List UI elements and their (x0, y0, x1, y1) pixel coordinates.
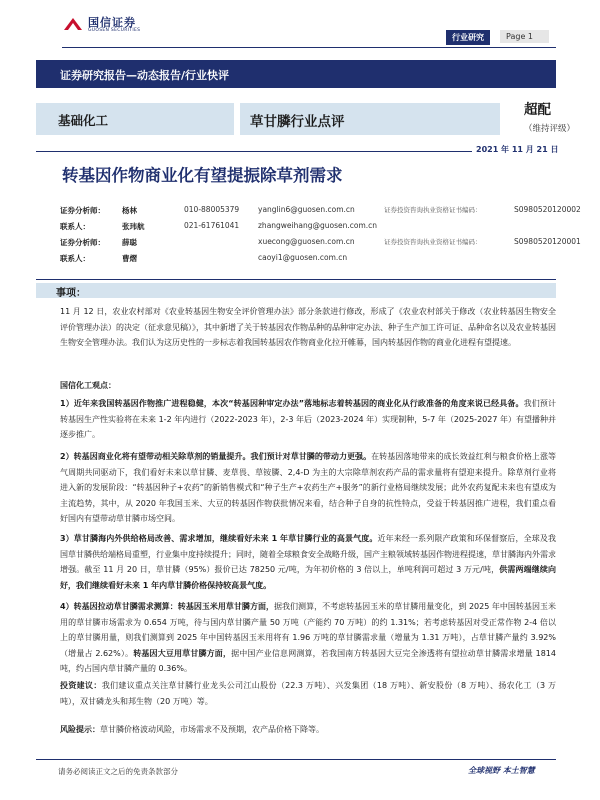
report-title: 转基因作物商业化有望提振除草剂需求 (62, 166, 343, 185)
point-4 (60, 599, 556, 677)
analyst-name: 薛聪 (122, 238, 137, 247)
event-paragraph: 11 月 12 日，农业农村部对《农业转基因生物安全评价管理办法》部分条款进行修改，形成了《农业农村部关于修改（农业转基因生物安全评价管理办法）的决定（征求意见稿）》，其中新增了关于转基因农作物品种的品种审定办法、种子生产加工许可证、品种命名以及农业转基因生物安全管理办法。我们认为这历史性的一步标志着我国转基因农作物商业化拉开帷幕，国内转基因作物的商业化进程有望提速。 (60, 307, 556, 347)
point-3-lead: 3）草甘膦海内外供给格局改善、需求增加，继续看好未来 1 年草甘膦行业的高景气度。 (60, 534, 378, 543)
footer-slogan: 全球视野 本土智慧 (468, 766, 535, 775)
point-3-text: 近年来经一系列限产政策和环保督察后，全球及我国草甘膦供给端格局重塑，行业集中度持续提升；同时，随着全球粮食安全战略升级，国产主粮领域转基因作物进程提速，草甘膦海内外需求增强。截至 11 月 20 日，草甘膦（95%）报价已达 78250 元/吨，为年初价格的 3 倍以上，单吨利润可超过 3 万元/吨， (60, 534, 556, 574)
report-type-band (36, 60, 556, 88)
logo-text: 国信证券 (88, 16, 136, 29)
analyst-phone: 021-61761041 (184, 221, 240, 230)
analyst-phone: 010-88005379 (184, 205, 240, 214)
analyst-cert-label: 证券投资咨询执业资格证书编码： (384, 238, 482, 246)
header-divider (62, 47, 556, 48)
investment-label: 投资建议： (60, 681, 102, 690)
point-4-text-2: 据中国产业信息网测算，若我国南方转基因大豆完全渗透将有望拉动草甘膦需求增量 1814 吨，约占国内草甘膦产量的 0.36%。 (60, 648, 556, 673)
point-1 (60, 396, 556, 443)
point-2 (60, 449, 556, 527)
report-date: 2021 年 11 月 21 日 (472, 144, 562, 155)
analyst-name: 曹熠 (122, 254, 137, 263)
investment-advice (60, 678, 556, 709)
subject-label: 草甘膦行业点评 (250, 114, 345, 130)
point-4-text: 据我们测算，不考虑转基因玉米的草甘膦用量变化，到 2025 年中国转基因玉米用的草甘膦市场需求为 0.654 万吨，待与国内草甘膦产量 50 万吨（产能约 70 万吨）的约 1.31%；若考虑转基因对受正常作物 2-4 倍以上的草甘膦用量，则我们测算到 2025 年中国转基因玉米用将有 1.96 万吨的草甘膦需求量（增量为 1.31 万吨），占草甘膦产量约 3.92%（增量占 2.62%）。 (60, 602, 556, 658)
risk-label: 风险提示： (60, 725, 100, 734)
rating: 超配 (524, 102, 551, 118)
analyst-role: 联系人： (60, 254, 90, 263)
events-label: 事项： (56, 288, 86, 299)
investment-text: 我们建议重点关注草甘膦行业龙头公司江山股份（22.3 万吨）、兴发集团（18 万吨）、新安股份（8 万吨）、扬农化工（3 万吨），双甘磷龙头和邦生物（20 万吨）等。 (60, 681, 557, 706)
point-2-text: 在转基因落地带来的成长效益红利与粮食价格上涨等气周期共同驱动下，我们看好未来以草甘膦、麦草畏、草铵膦、2,4-D 为主的大宗除草剂农药产品的需求量将有望迎来提升。除草剂行业将进入新的发展阶段：“转基因种子+农药”的新销售模式和“种子生产+农药生产+服务”的新行业格局继续发展；此外农药复配未来也有望成为主流趋势，其中，从 2020 年我国玉米、大豆的转基因作物获批情况来看，结合种子自身的抗性特点，受益于转基因推广进程，我们重点看好国内有望带动草甘膦市场空间。 (60, 452, 557, 523)
point-4-lead-2: 转基因大豆用草甘膦方面， (133, 648, 232, 658)
analyst-role: 联系人： (60, 222, 90, 231)
point-2-lead: 2）转基因商业化将有望带动相关除草剂的销量提升。我们预计对草甘膦的带动力更强。 (60, 452, 372, 461)
footer-disclaimer: 请务必阅读正文之后的免责条款部分 (58, 767, 178, 776)
view-heading: 国信化工观点： (60, 381, 116, 390)
analyst-role: 证券分析师： (60, 238, 105, 247)
analyst-cert-no: S0980520120002 (514, 205, 581, 214)
risk-warning (60, 722, 556, 738)
analyst-email[interactable]: caoyi1@guosen.com.cn (258, 253, 348, 262)
point-1-lead: 1）近年来我国转基因作物推广进程稳健，本次“转基因种审定办法”落地标志着转基因的商业化从行政准备的角度来说已经具备。 (60, 399, 524, 408)
footer-divider (36, 759, 556, 760)
analyst-name: 张玮航 (122, 222, 145, 231)
analyst-email[interactable]: zhangweihang@guosen.com.cn (258, 221, 378, 230)
events-divider (36, 279, 556, 280)
analyst-role: 证券分析师： (60, 206, 105, 215)
logo-subtext: GUOSEN SECURITIES (88, 28, 141, 33)
guosen-logo-icon (62, 16, 84, 32)
sector-label: 基础化工 (58, 113, 109, 128)
analyst-email[interactable]: xuecong@guosen.com.cn (258, 237, 355, 246)
analyst-cert-label: 证券投资咨询执业资格证书编码： (384, 206, 482, 214)
analyst-email[interactable]: yanglin6@guosen.com.cn (258, 205, 355, 214)
point-4-lead: 4）转基因拉动草甘膦需求测算：转基因玉米用草甘膦方面， (60, 602, 274, 611)
risk-text: 草甘膦价格波动风险，市场需求不及预期，农产品价格下降等。 (100, 725, 324, 734)
events-band (36, 283, 556, 298)
point-3 (60, 531, 556, 593)
report-type: 证券研究报告—动态报告/行业快评 (60, 69, 230, 82)
header-tag: 行业研究 (446, 30, 490, 45)
analyst-cert-no: S0980520120001 (514, 237, 581, 246)
point-3-conclusion: 供需两端继续向好，我们继续看好未来 1 年内草甘膦价格保持较高景气度。 (60, 565, 557, 590)
analyst-name: 杨林 (122, 206, 137, 215)
page-number: Page 1 (500, 30, 549, 43)
rating-note: （维持评级） (524, 124, 576, 134)
subject-band (240, 103, 500, 135)
sector-band (36, 103, 234, 135)
point-1-text: 我们预计转基因生产性实验将在未来 1-2 年内进行（2022-2023 年），2-3 年后（2023-2024 年）实现制种，5-7 年（2025-2027 年）有望播种并逐步推广。 (60, 399, 556, 439)
